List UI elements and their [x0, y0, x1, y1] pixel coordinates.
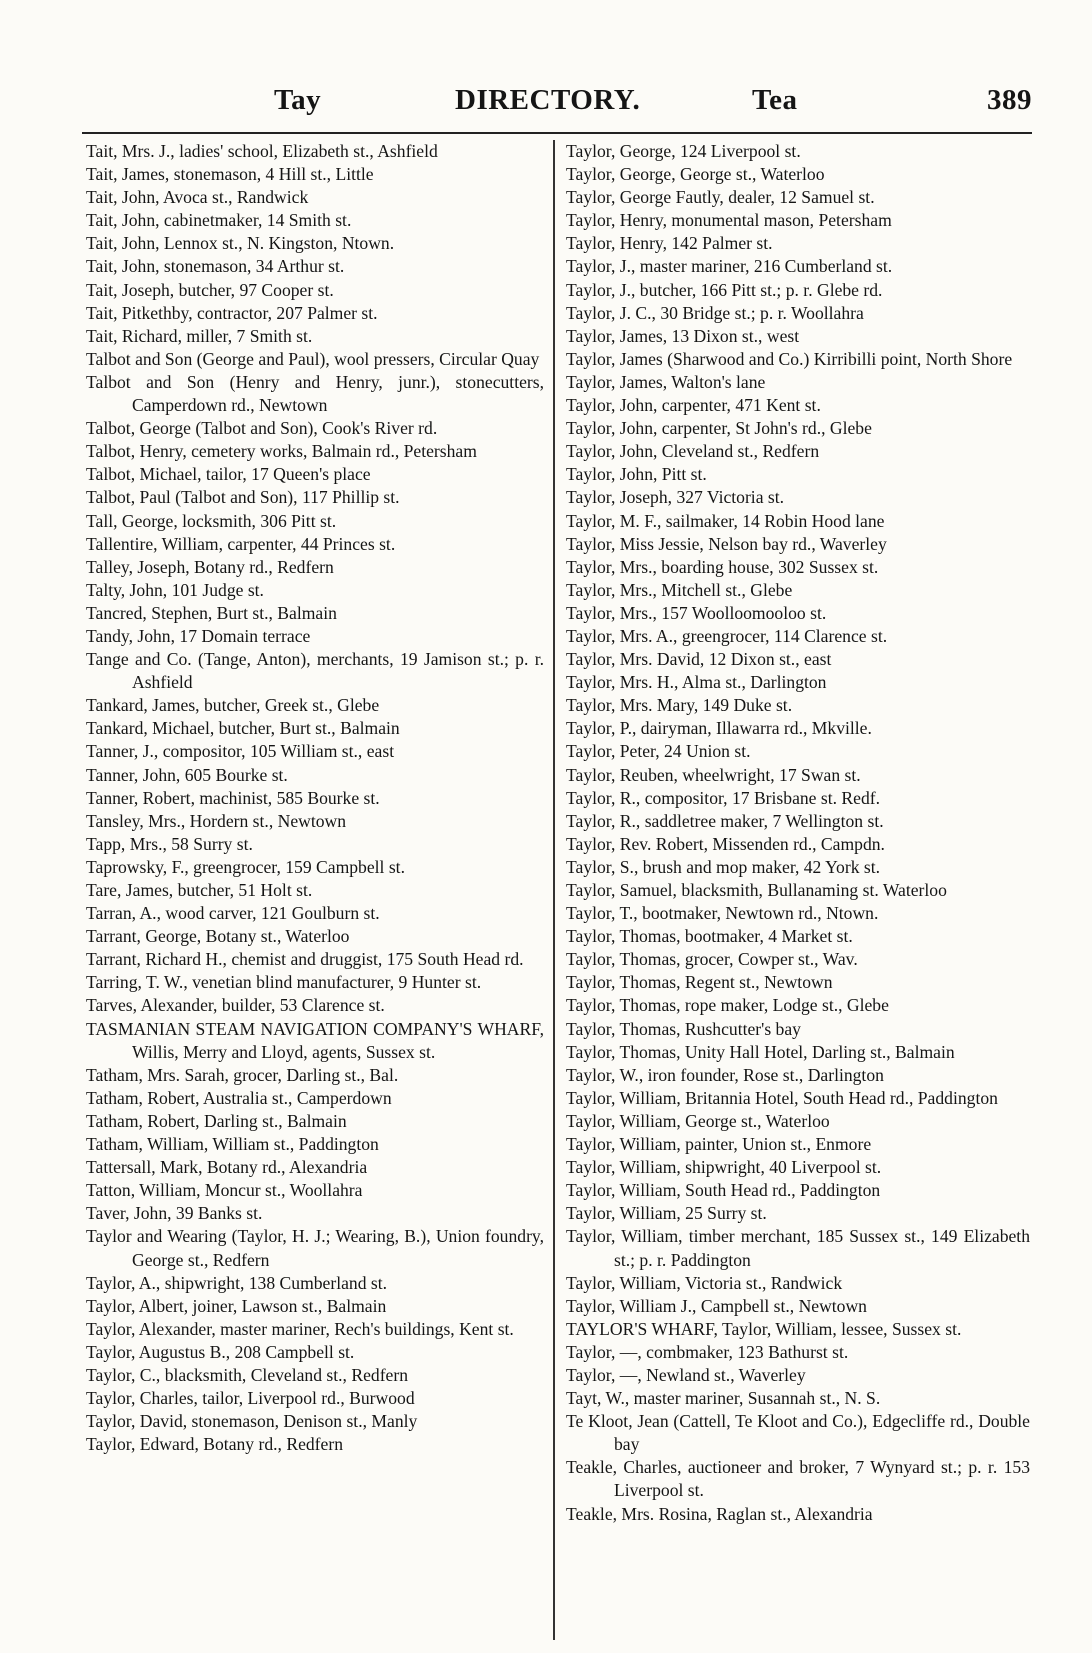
directory-entry: Tange and Co. (Tange, Anton), merchants, 19 Jamison st.; p. r. Ashfield	[86, 649, 544, 693]
directory-entry: Tait, Joseph, butcher, 97 Cooper st.	[86, 279, 334, 300]
directory-entry: Tapp, Mrs., 58 Surry st.	[86, 833, 253, 854]
page-header	[82, 84, 1032, 124]
directory-entry: Taylor, Mrs., boarding house, 302 Sussex st.	[566, 556, 879, 577]
directory-entry: Tanner, J., compositor, 105 William st., east	[86, 741, 395, 762]
directory-entry: Tait, John, Lennox st., N. Kingston, Ntown.	[86, 233, 395, 254]
directory-entry: Tattersall, Mark, Botany rd., Alexandria	[86, 1157, 368, 1178]
directory-entry: Tarran, A., wood carver, 121 Goulburn st.	[86, 903, 380, 924]
right-column	[566, 140, 1030, 1526]
directory-entry: Taylor, J., master mariner, 216 Cumberland st.	[566, 256, 893, 277]
directory-entry: Taylor, John, Cleveland st., Redfern	[566, 441, 820, 462]
directory-entry: TAYLOR'S WHARF, Taylor, William, lessee, Sussex st.	[566, 1318, 962, 1339]
directory-entry: Tatham, Mrs. Sarah, grocer, Darling st., Bal.	[86, 1064, 399, 1085]
directory-entry: Tayt, W., master mariner, Susannah st., N. S.	[566, 1388, 881, 1409]
directory-entry: Tatham, Robert, Australia st., Camperdown	[86, 1087, 392, 1108]
directory-entry: Taylor, Charles, tailor, Liverpool rd., Burwood	[86, 1388, 415, 1409]
directory-entry: Tait, James, stonemason, 4 Hill st., Little	[86, 164, 374, 185]
directory-entry: Taylor, —, Newland st., Waverley	[566, 1364, 806, 1385]
directory-entry: Tare, James, butcher, 51 Holt st.	[86, 880, 313, 900]
directory-entry: Talbot and Son (George and Paul), wool pressers, Circular Quay	[86, 348, 540, 369]
directory-entry: Taylor, Mrs. A., greengrocer, 114 Clarence st.	[566, 625, 888, 646]
directory-entry: Tanner, John, 605 Bourke st.	[86, 764, 288, 785]
directory-entry: Te Kloot, Jean (Cattell, Te Kloot and Co.), Edgecliffe rd., Double bay	[566, 1411, 1030, 1455]
directory-entry: Taylor, Mrs. Mary, 149 Duke st.	[566, 695, 793, 716]
directory-entry: Tanner, Robert, machinist, 585 Bourke st.	[86, 787, 380, 808]
directory-entry: Teakle, Mrs. Rosina, Raglan st., Alexandria	[566, 1503, 873, 1524]
directory-entry: Taylor, James, Walton's lane	[566, 371, 766, 392]
directory-entry: Tarrant, Richard H., chemist and druggist, 175 South Head rd.	[86, 949, 524, 970]
directory-entry: Taylor, P., dairyman, Illawarra rd., Mkville.	[566, 718, 872, 739]
directory-entry: Taylor, Alexander, master mariner, Rech's buildings, Kent st.	[86, 1318, 514, 1339]
directory-entry: Taylor, R., compositor, 17 Brisbane st. Redf.	[566, 787, 881, 808]
directory-entry: Taylor, John, Pitt st.	[566, 464, 707, 485]
directory-entry: Taylor, Reuben, wheelwright, 17 Swan st.	[566, 764, 861, 785]
directory-entry: Taylor, J., butcher, 166 Pitt st.; p. r. Glebe rd.	[566, 279, 883, 300]
directory-entry: Tatton, William, Moncur st., Woollahra	[86, 1180, 363, 1201]
directory-entry: Taylor, Henry, monumental mason, Petersham	[566, 210, 892, 231]
directory-entry: Tatham, William, William st., Paddington	[86, 1134, 379, 1155]
directory-entry: Taprowsky, F., greengrocer, 159 Campbell st.	[86, 856, 405, 877]
directory-entry: Taylor, William, Britannia Hotel, South Head rd., Paddington	[566, 1087, 998, 1108]
directory-entry: Taylor, William, South Head rd., Paddington	[566, 1180, 881, 1201]
directory-entry: Taylor, C., blacksmith, Cleveland st., Redfern	[86, 1364, 409, 1385]
directory-entry: Tallentire, William, carpenter, 44 Princes st.	[86, 533, 396, 554]
directory-entry: Taylor, Mrs. David, 12 Dixon st., east	[566, 649, 832, 670]
directory-entry: Taylor, Joseph, 327 Victoria st.	[566, 487, 785, 508]
directory-entry: Taylor, William, 25 Surry st.	[566, 1203, 767, 1224]
directory-entry: Taylor, W., iron founder, Rose st., Darlington	[566, 1064, 884, 1085]
directory-entry: Taylor, William, shipwright, 40 Liverpool st.	[566, 1157, 882, 1178]
directory-entry: Taylor and Wearing (Taylor, H. J.; Wearing, B.), Union foundry, George st., Redfern	[86, 1226, 544, 1270]
directory-entry: Taylor, Augustus B., 208 Campbell st.	[86, 1341, 355, 1362]
directory-entry: Taylor, William, George st., Waterloo	[566, 1110, 830, 1131]
directory-entry: Taylor, James (Sharwood and Co.) Kirribilli point, North Shore	[566, 348, 1013, 369]
directory-entry: Tarrant, George, Botany st., Waterloo	[86, 926, 350, 947]
guide-word-left: Tay	[274, 84, 322, 116]
directory-entry: Taylor, —, combmaker, 123 Bathurst st.	[566, 1341, 849, 1362]
directory-entry: Taylor, Edward, Botany rd., Redfern	[86, 1434, 344, 1455]
directory-entry: Taylor, R., saddletree maker, 7 Wellington st.	[566, 810, 884, 831]
directory-entry: Tarring, T. W., venetian blind manufacturer, 9 Hunter st.	[86, 972, 482, 993]
directory-entry: Talley, Joseph, Botany rd., Redfern	[86, 556, 334, 577]
directory-entry: Taylor, John, carpenter, St John's rd., Glebe	[566, 418, 872, 439]
directory-entry: Taylor, William J., Campbell st., Newtown	[566, 1295, 867, 1316]
directory-entry: Talbot and Son (Henry and Henry, junr.), stonecutters, Camperdown rd., Newtown	[86, 371, 544, 416]
header-rule	[82, 132, 1032, 134]
directory-entry: Taylor, George Fautly, dealer, 12 Samuel st.	[566, 187, 875, 208]
directory-entry: Talbot, Henry, cemetery works, Balmain rd., Petersham	[86, 441, 477, 462]
running-title: DIRECTORY.	[455, 84, 641, 116]
directory-entry: Tankard, James, butcher, Greek st., Glebe	[86, 695, 380, 716]
directory-entry: Taylor, Peter, 24 Union st.	[566, 741, 751, 762]
directory-entry: Tankard, Michael, butcher, Burt st., Balmain	[86, 718, 400, 739]
directory-entry: Tall, George, locksmith, 306 Pitt st.	[86, 510, 337, 531]
directory-entry: Taylor, James, 13 Dixon st., west	[566, 325, 800, 346]
directory-entry: Taylor, Mrs., 157 Woolloomooloo st.	[566, 602, 827, 623]
directory-entry: Taylor, William, painter, Union st., Enmore	[566, 1134, 872, 1155]
directory-entry: Taylor, George, 124 Liverpool st.	[566, 141, 801, 161]
directory-entry: Taylor, Thomas, grocer, Cowper st., Wav.	[566, 949, 858, 970]
directory-entry: Tandy, John, 17 Domain terrace	[86, 625, 311, 646]
guide-word-right: Tea	[752, 84, 798, 116]
directory-entry: Taylor, John, carpenter, 471 Kent st.	[566, 395, 821, 416]
directory-entry: Talbot, Paul (Talbot and Son), 117 Phillip st.	[86, 487, 400, 508]
directory-entry: Taylor, Miss Jessie, Nelson bay rd., Waverley	[566, 533, 887, 554]
directory-entry: Talbot, George (Talbot and Son), Cook's River rd.	[86, 418, 438, 439]
directory-entry: Tait, Pitkethby, contractor, 207 Palmer st.	[86, 302, 378, 323]
directory-entry: Taylor, Mrs., Mitchell st., Glebe	[566, 579, 793, 600]
directory-entry: Taylor, Thomas, Regent st., Newtown	[566, 972, 833, 993]
directory-entry: Taylor, Rev. Robert, Missenden rd., Campdn.	[566, 833, 885, 854]
directory-entry: Taylor, M. F., sailmaker, 14 Robin Hood lane	[566, 510, 885, 531]
directory-entry: Tait, Richard, miller, 7 Smith st.	[86, 325, 313, 346]
directory-entry: Taylor, J. C., 30 Bridge st.; p. r. Woollahra	[566, 302, 864, 323]
directory-entry: Taver, John, 39 Banks st.	[86, 1203, 263, 1224]
directory-entry: Tancred, Stephen, Burt st., Balmain	[86, 602, 337, 623]
directory-entry: Taylor, George, George st., Waterloo	[566, 164, 825, 185]
directory-entry: Tansley, Mrs., Hordern st., Newtown	[86, 810, 347, 831]
directory-entry: Taylor, Henry, 142 Palmer st.	[566, 233, 773, 254]
directory-entry: Tait, John, stonemason, 34 Arthur st.	[86, 256, 345, 277]
page-number: 389	[987, 84, 1032, 116]
directory-entry: Taylor, Thomas, Rushcutter's bay	[566, 1018, 801, 1039]
directory-entry: Taylor, Samuel, blacksmith, Bullanaming st. Waterloo	[566, 880, 947, 900]
directory-entry: Tatham, Robert, Darling st., Balmain	[86, 1110, 347, 1131]
column-divider	[553, 140, 555, 1640]
directory-entry: Taylor, David, stonemason, Denison st., Manly	[86, 1411, 418, 1432]
directory-entry: Taylor, Thomas, Unity Hall Hotel, Darling st., Balmain	[566, 1041, 955, 1062]
directory-entry: Taylor, Thomas, bootmaker, 4 Market st.	[566, 926, 853, 947]
directory-entry: Taylor, William, Victoria st., Randwick	[566, 1272, 843, 1293]
directory-entry: Taylor, William, timber merchant, 185 Sussex st., 149 Elizabeth st.; p. r. Paddington	[566, 1226, 1030, 1270]
directory-entry: Taylor, Thomas, rope maker, Lodge st., Glebe	[566, 995, 889, 1016]
directory-entry: Tait, John, Avoca st., Randwick	[86, 187, 309, 208]
directory-entry: TASMANIAN STEAM NAVIGATION COMPANY'S WHARF, Willis, Merry and Lloyd, agents, Sussex st.	[86, 1018, 544, 1062]
directory-entry: Taylor, T., bootmaker, Newtown rd., Ntown.	[566, 903, 879, 924]
directory-entry: Tait, John, cabinetmaker, 14 Smith st.	[86, 210, 352, 231]
directory-entry: Tait, Mrs. J., ladies' school, Elizabeth st., Ashfield	[86, 141, 438, 161]
directory-entry: Talbot, Michael, tailor, 17 Queen's place	[86, 464, 371, 485]
directory-entry: Teakle, Charles, auctioneer and broker, 7 Wynyard st.; p. r. 153 Liverpool st.	[566, 1457, 1030, 1501]
directory-entry: Taylor, Mrs. H., Alma st., Darlington	[566, 672, 827, 693]
directory-entry: Tarves, Alexander, builder, 53 Clarence st.	[86, 995, 385, 1016]
directory-entry: Talty, John, 101 Judge st.	[86, 579, 264, 600]
directory-entry: Taylor, S., brush and mop maker, 42 York st.	[566, 856, 881, 877]
left-column	[86, 140, 544, 1456]
directory-entry: Taylor, A., shipwright, 138 Cumberland st.	[86, 1272, 388, 1293]
directory-entry: Taylor, Albert, joiner, Lawson st., Balmain	[86, 1295, 387, 1316]
